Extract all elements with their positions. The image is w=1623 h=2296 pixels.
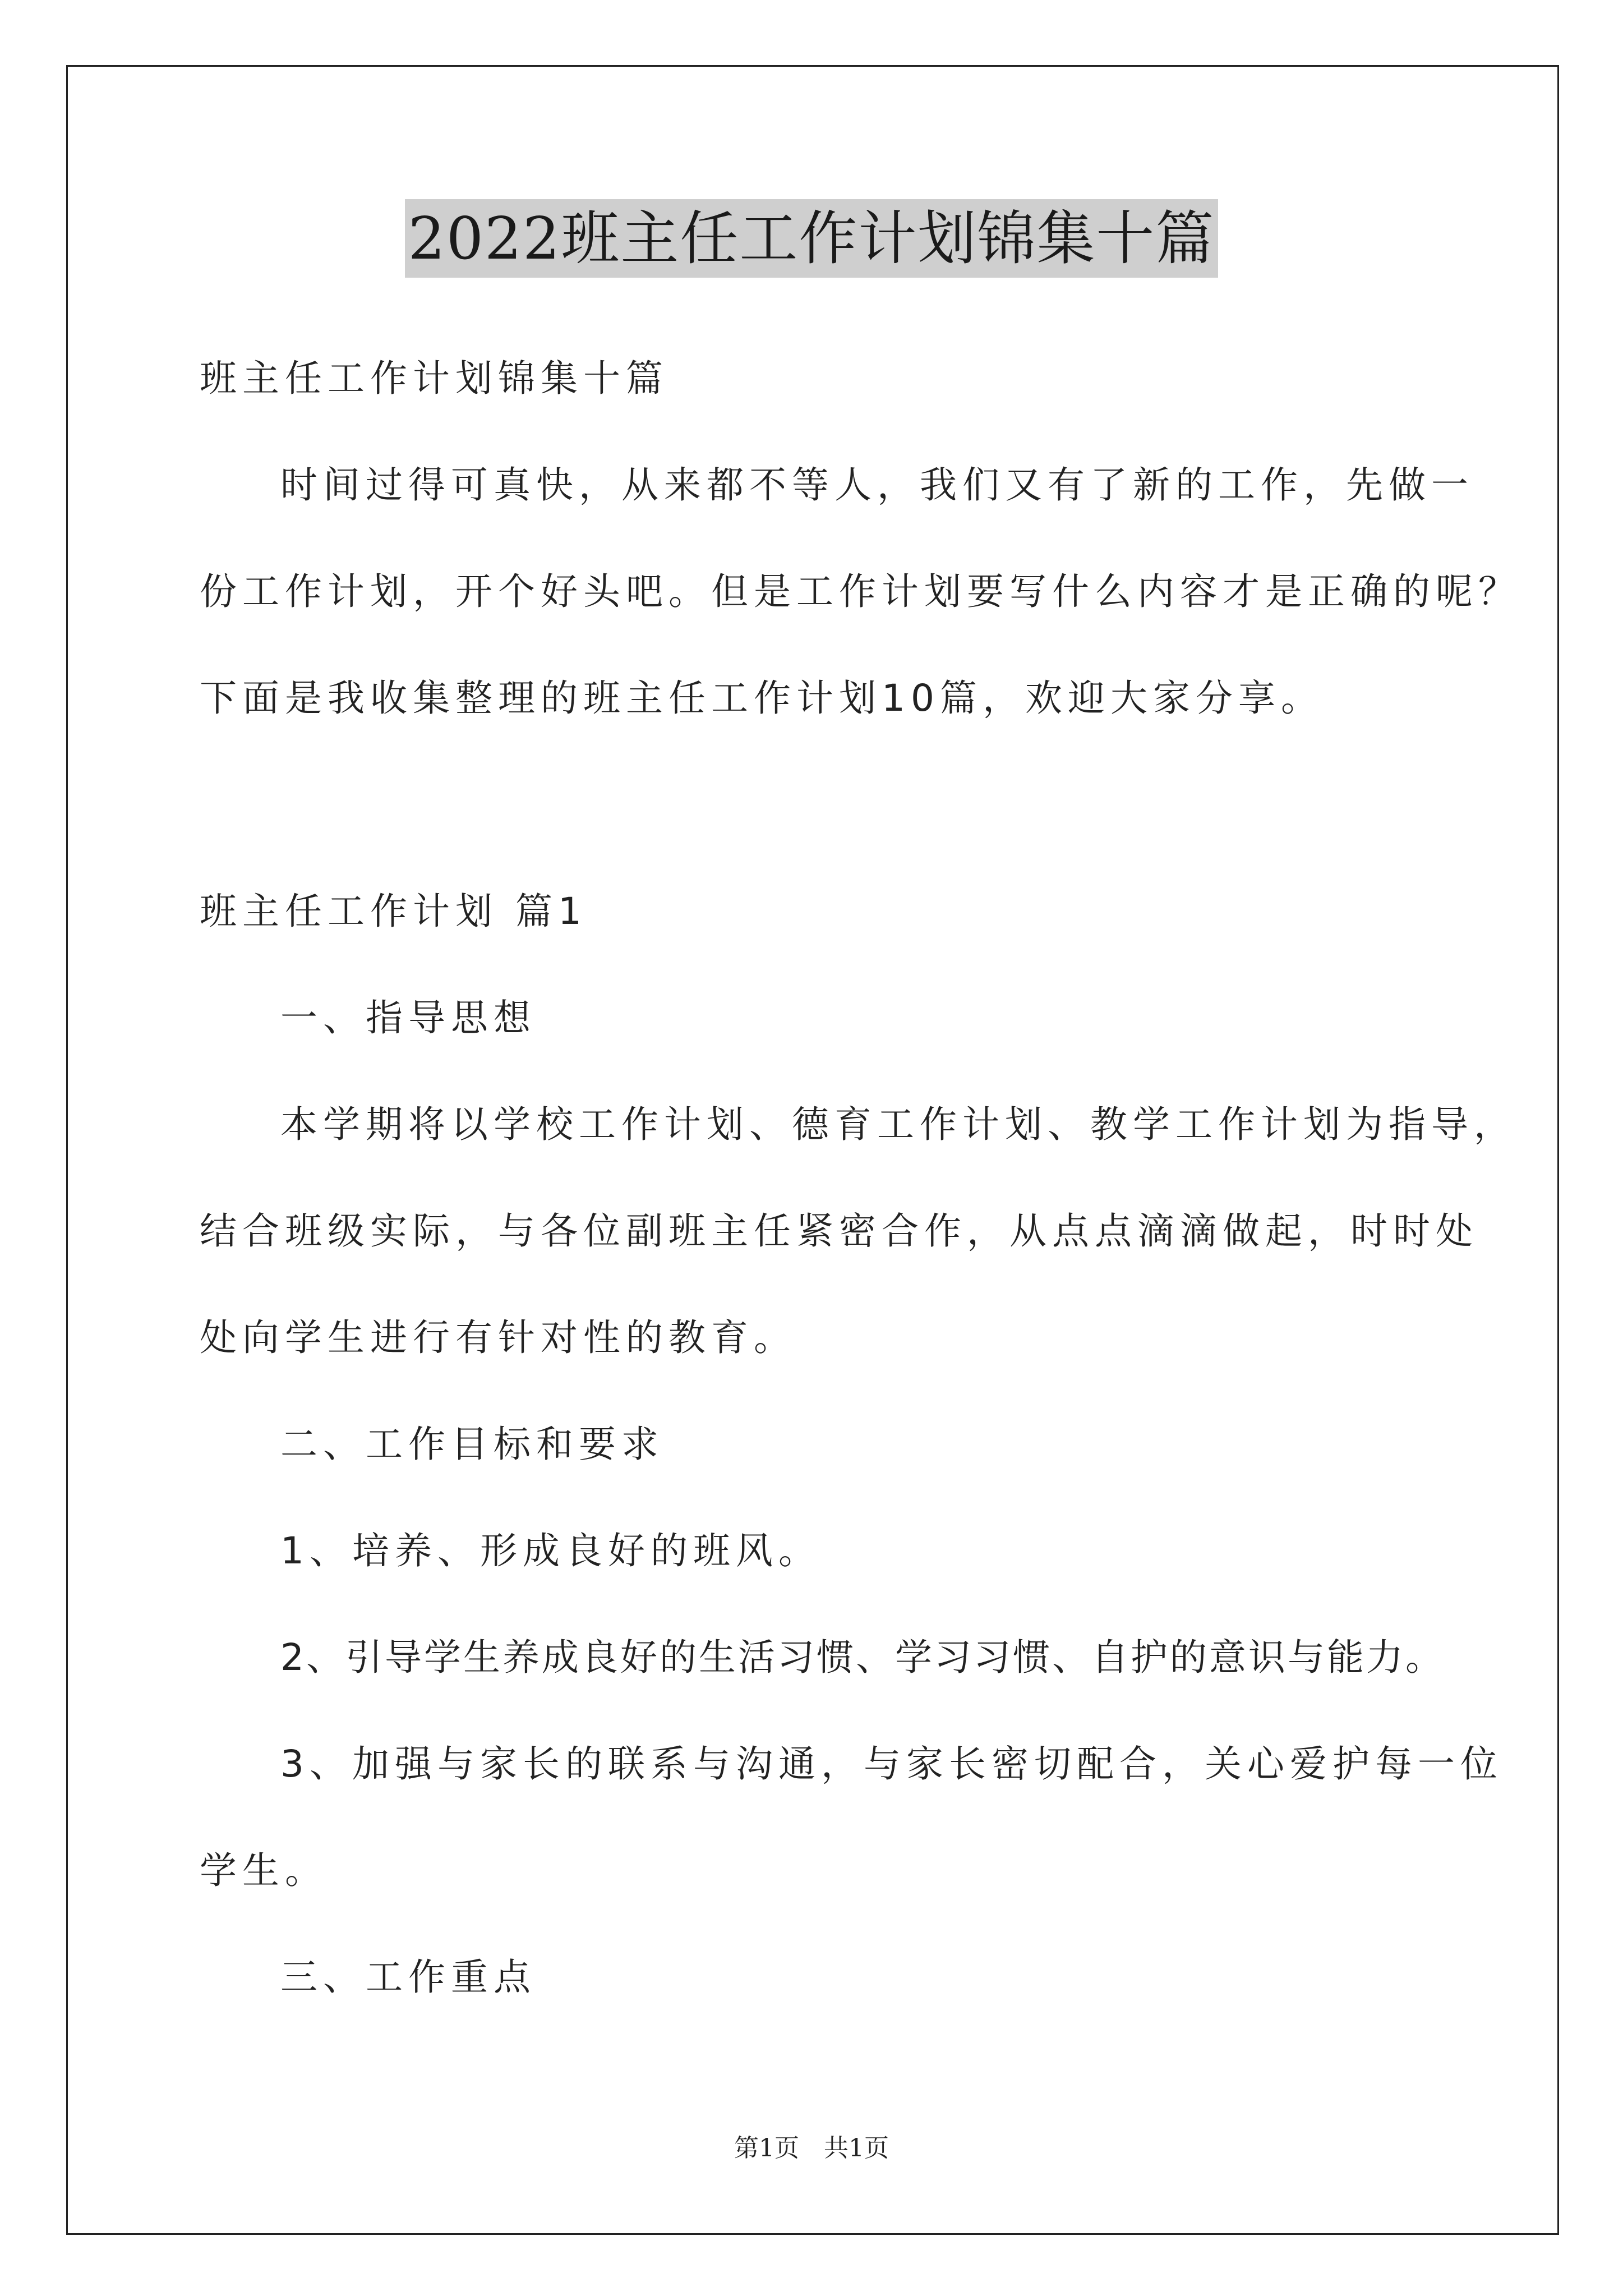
paragraph-line: 本学期将以学校工作计划、德育工作计划、教学工作计划为指导， <box>280 1103 1516 1146</box>
list-item: 3、加强与家长的联系与沟通，与家长密切配合，关心爱护每一位 <box>280 1742 1503 1786</box>
subheading: 一、指导思想 <box>280 996 536 1039</box>
list-item: 1、培养、形成良好的班风。 <box>280 1529 821 1572</box>
list-item: 2、引导学生养成良好的生活习惯、学习习惯、自护的意识与能力。 <box>280 1636 1445 1679</box>
paragraph-line: 结合班级实际，与各位副班主任紧密合作，从点点滴滴做起，时时处 <box>200 1209 1478 1253</box>
subheading: 二、工作目标和要求 <box>280 1423 664 1466</box>
page-footer: 第1页 共1页 <box>734 2134 889 2162</box>
document-title: 2022班主任工作计划锦集十篇 <box>405 199 1219 278</box>
paragraph-line: 处向学生进行有针对性的教育。 <box>200 1316 796 1359</box>
paragraph-line: 学生。 <box>200 1849 328 1892</box>
subtitle-line: 班主任工作计划锦集十篇 <box>200 357 668 400</box>
title-container <box>0 199 1623 278</box>
paragraph-line: 份工作计划，开个好头吧。但是工作计划要写什么内容才是正确的呢？ <box>200 570 1521 613</box>
paragraph-line: 时间过得可真快，从来都不等人，我们又有了新的工作，先做一 <box>280 463 1474 507</box>
paragraph-line: 下面是我收集整理的班主任工作计划10篇，欢迎大家分享。 <box>200 677 1324 720</box>
subheading: 三、工作重点 <box>280 1955 536 1999</box>
section-heading: 班主任工作计划 篇1 <box>200 890 587 933</box>
